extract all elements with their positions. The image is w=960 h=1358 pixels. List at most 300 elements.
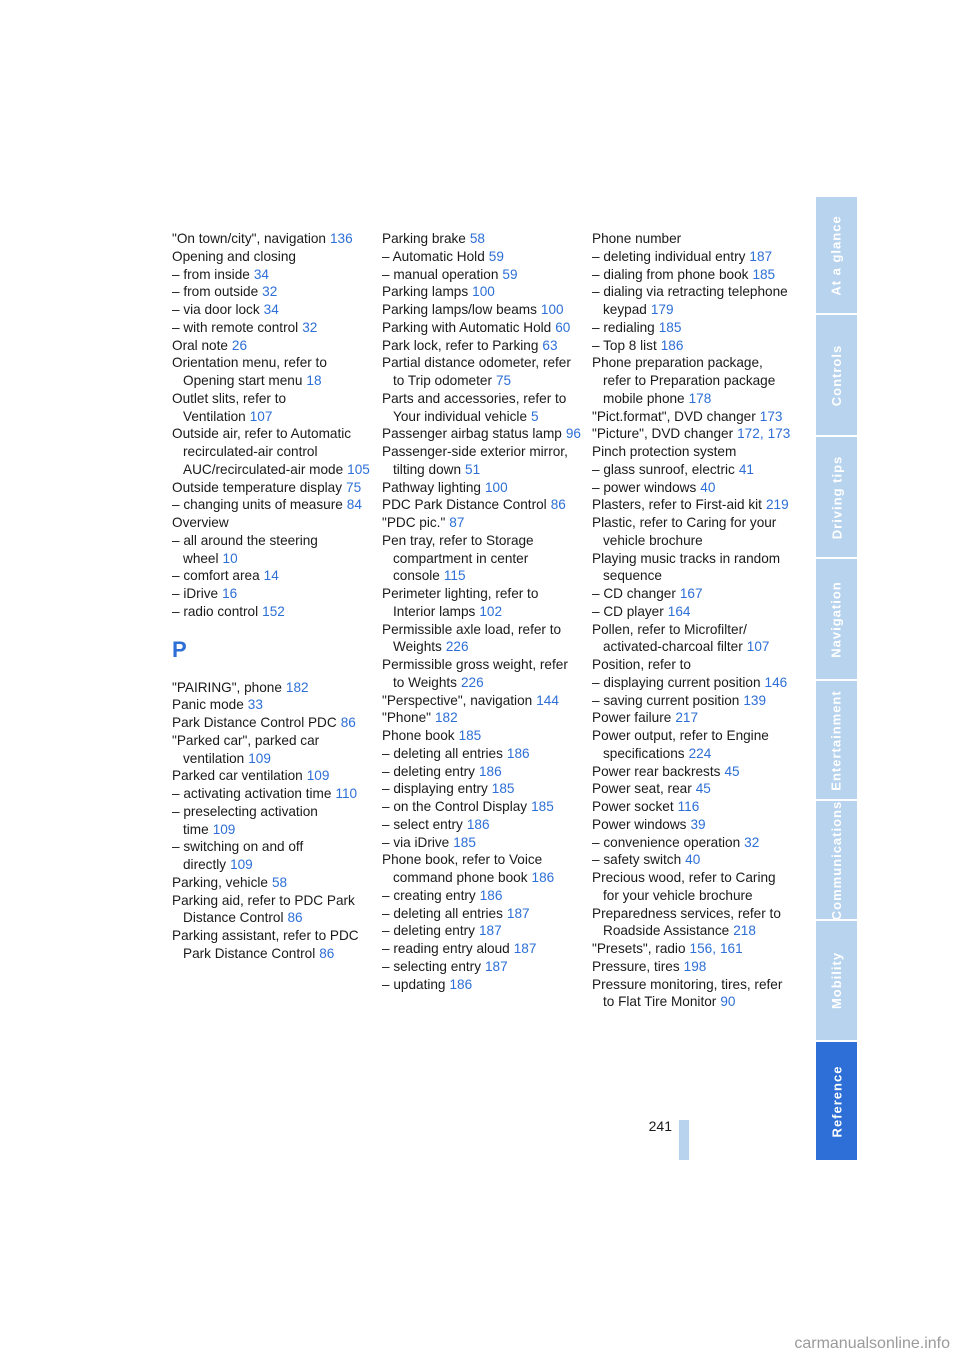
index-entry-text: – iDrive <box>172 586 219 601</box>
page-reference-link[interactable]: 164 <box>667 603 691 619</box>
page-reference-link[interactable]: 187 <box>506 905 530 921</box>
page-reference-link[interactable]: 186 <box>506 745 530 761</box>
page-reference-link[interactable]: 32 <box>302 319 318 335</box>
index-entry-text: Pressure, tires <box>592 958 680 974</box>
index-entry-text: Phone number <box>592 231 682 246</box>
index-entry-text: – creating entry <box>382 887 476 903</box>
section-tabs <box>816 197 857 1160</box>
page-reference-link[interactable]: 185 <box>752 266 776 282</box>
page-reference-link[interactable]: 187 <box>749 248 773 264</box>
section-tab-driving-tips[interactable] <box>816 437 857 557</box>
index-entry-text: – glass sunroof, electric <box>592 461 735 477</box>
index-entry <box>382 709 582 727</box>
page-reference-link[interactable]: 186 <box>660 337 684 353</box>
page-reference-link[interactable]: 185 <box>658 319 682 335</box>
index-entry <box>592 674 792 692</box>
index-entry <box>172 390 372 426</box>
index-entry-text: Phone book <box>382 728 455 743</box>
index-entry <box>592 319 792 337</box>
page-reference-link[interactable]: 51 <box>465 461 481 477</box>
index-entry <box>592 976 792 1012</box>
page-reference-link[interactable]: 59 <box>488 248 504 264</box>
index-entry-text: "On town/city", navigation <box>172 231 326 246</box>
index-entry-text: Perimeter lighting, refer to Interior lamps <box>382 586 539 619</box>
index-entry <box>172 532 372 568</box>
page-reference-link[interactable]: 16 <box>222 586 238 601</box>
index-entry-text: Pressure monitoring, tires, refer to Flat Tire Monitor <box>592 976 783 1010</box>
index-entry <box>382 283 582 301</box>
page-reference-link[interactable]: 198 <box>683 958 707 974</box>
page-reference-link[interactable]: 107 <box>249 408 273 424</box>
index-entry-text: Opening and closing <box>172 248 296 264</box>
index-entry <box>172 732 372 768</box>
page-reference-link[interactable]: 26 <box>231 337 248 353</box>
index-entry <box>172 230 372 248</box>
index-entry-text: Parking brake <box>382 231 466 246</box>
index-entry <box>172 248 372 266</box>
index-entry-text: – deleting individual entry <box>592 248 746 264</box>
index-entry-text: Plastic, refer to Caring for your vehicle brochure <box>592 515 777 548</box>
index-entry <box>172 354 372 390</box>
index-entry-text: Permissible axle load, refer to Weights <box>382 621 562 655</box>
index-entry <box>172 283 372 301</box>
index-entry-text: – safety switch <box>592 852 682 868</box>
index-entry <box>382 514 582 532</box>
index-entry <box>592 266 792 284</box>
page-reference-link[interactable]: 187 <box>478 923 502 939</box>
page-reference-link[interactable]: 86 <box>550 497 566 513</box>
index-entry <box>382 496 582 514</box>
index-entry <box>382 425 582 443</box>
index-entry-text: Orientation menu, refer to Opening start menu <box>172 355 327 388</box>
index-entry-text: – deleting all entries <box>382 745 503 761</box>
index-entry-text: – on the Control Display <box>382 799 528 814</box>
section-tab-reference[interactable] <box>816 1042 857 1160</box>
index-entry-text: "Phone" <box>382 710 431 726</box>
index-entry: "Picture", DVD changer 172, 173 <box>592 426 791 442</box>
page-reference-link[interactable]: 34 <box>263 302 279 317</box>
index-entry-text: Parking lamps/low beams <box>382 302 537 317</box>
page-reference-link[interactable]: 60 <box>555 319 571 335</box>
page-reference-link[interactable]: 41 <box>738 461 754 477</box>
index-entry <box>592 692 792 710</box>
index-entry-text: – Top 8 list <box>592 337 657 353</box>
index-entry <box>382 319 582 337</box>
page-reference-link[interactable]: 144 <box>536 692 559 708</box>
section-tab-at-a-glance[interactable] <box>816 197 857 313</box>
index-entry-text: – with remote control <box>172 319 299 335</box>
index-entry <box>382 301 582 319</box>
index-entry-text: – select entry <box>382 816 463 832</box>
index-entry <box>172 514 372 532</box>
index-entry-text: Playing music tracks in random sequence <box>592 550 781 584</box>
index-entry-text: Outside air, refer to Automatic recirculated-air control AUC/recirculated-air mode <box>172 426 352 477</box>
index-entry-text: Partial distance odometer, refer to Trip odometer <box>382 355 571 388</box>
index-entry <box>382 816 582 834</box>
index-entry <box>592 248 792 266</box>
section-tab-label: Mobility <box>829 951 845 1010</box>
index-entry <box>172 803 372 839</box>
page-reference-link[interactable]: 109 <box>248 750 271 766</box>
index-entry-text: Power windows <box>592 816 687 832</box>
index-entry-text: Power socket <box>592 799 674 814</box>
index-entry-text: – displaying current position <box>592 674 761 690</box>
index-entry-text: "PAIRING", phone <box>172 679 282 695</box>
page-reference-link[interactable]: 115 <box>443 568 466 584</box>
page-reference-link[interactable]: 185 <box>491 781 515 797</box>
page-reference-link[interactable]: 186 <box>449 976 473 992</box>
index-entry-text: Power failure <box>592 710 672 726</box>
index-entry <box>172 425 372 478</box>
index-entry-text: – from inside <box>172 266 250 282</box>
section-tab-controls[interactable] <box>816 315 857 435</box>
index-entry-text: – deleting all entries <box>382 905 503 921</box>
index-entry-text: – from outside <box>172 284 259 300</box>
index-entry-text: "Pict.format", DVD changer <box>592 408 756 424</box>
index-column-3 <box>592 230 792 1011</box>
index-entry-text: "Parked car", parked car ventilation <box>172 732 320 766</box>
index-entry-text: – deleting entry <box>382 763 475 779</box>
index-entry <box>592 408 792 426</box>
index-entry <box>172 927 372 963</box>
section-tab-mobility[interactable] <box>816 921 857 1040</box>
index-entry <box>382 763 582 781</box>
page-reference-link[interactable]: 156 <box>689 941 713 956</box>
index-entry <box>172 767 372 785</box>
index-entry-text: Overview <box>172 515 229 530</box>
index-entry <box>382 532 582 585</box>
index-entry-text: Parked car ventilation <box>172 768 303 784</box>
index-entry-text: Phone preparation package, refer to Preparation package mobile phone <box>592 355 776 406</box>
index-entry-text: Parking with Automatic Hold <box>382 319 552 335</box>
index-entry <box>382 479 582 497</box>
index-entry-text: – deleting entry <box>382 923 475 939</box>
index-entry-text: Power rear backrests <box>592 763 721 779</box>
page-reference-link[interactable]: 40 <box>700 479 716 495</box>
index-entry: "Presets", radio 156, 161 <box>592 941 743 956</box>
index-entry-text: – via door lock <box>172 302 260 317</box>
index-entry-text: – saving current position <box>592 692 740 708</box>
index-entry <box>592 780 792 798</box>
index-entry <box>382 780 582 798</box>
index-entry <box>382 266 582 284</box>
page-reference-link[interactable]: 58 <box>271 874 288 890</box>
index-entry <box>382 585 582 621</box>
page-reference-link[interactable]: 167 <box>679 586 703 601</box>
index-entry-text: – comfort area <box>172 568 260 584</box>
page-reference-link[interactable]: 139 <box>743 692 767 708</box>
page-reference-link[interactable]: 87 <box>449 515 465 530</box>
index-entry <box>592 621 792 657</box>
page-reference-link[interactable]: 219 <box>765 497 789 513</box>
index-entry <box>382 443 582 479</box>
section-tab-navigation[interactable] <box>816 559 857 679</box>
index-entry <box>382 922 582 940</box>
index-entry-text: Precious wood, refer to Caring for your vehicle brochure <box>592 870 776 903</box>
section-tab-label: Navigation <box>829 580 844 658</box>
index-entry-text: – Automatic Hold <box>382 248 485 264</box>
index-entry-text: – CD changer <box>592 586 676 601</box>
page-reference-link[interactable]: 86 <box>287 910 303 926</box>
page-reference-link[interactable]: 109 <box>306 768 330 784</box>
index-entry <box>172 892 372 928</box>
index-entry-text: Pollen, refer to Microfilter/ activated-charcoal filter <box>592 621 747 655</box>
page-reference-link[interactable]: 18 <box>306 373 322 388</box>
index-entry <box>592 354 792 407</box>
index-entry <box>592 514 792 550</box>
page-reference-link[interactable]: 146 <box>764 674 788 690</box>
page-reference-link[interactable]: 152 <box>262 603 285 619</box>
section-tab-label: At a glance <box>829 214 845 296</box>
index-entry <box>172 696 372 714</box>
index-entry-text: PDC Park Distance Control <box>382 497 547 513</box>
page-reference-link[interactable]: 102 <box>479 603 503 619</box>
index-entry <box>592 479 792 497</box>
index-entry-text: Outside temperature display <box>172 479 343 495</box>
index-column-1 <box>172 230 372 963</box>
index-entry <box>592 337 792 355</box>
index-entry-text: Parking assistant, refer to PDC Park Distance Control <box>172 928 359 961</box>
index-entry-text: Preparedness services, refer to Roadside Assistance <box>592 905 781 939</box>
index-entry-text: "Presets", radio <box>592 941 686 956</box>
index-entry-text: – redialing <box>592 319 655 335</box>
index-entry <box>382 230 582 248</box>
page-reference-link[interactable]: 185 <box>531 799 554 814</box>
index-entry-text: Pen tray, refer to Storage compartment in center console <box>382 532 534 584</box>
page-reference-link[interactable]: 136 <box>329 231 353 246</box>
index-entry <box>382 940 582 958</box>
index-entry <box>172 337 372 355</box>
index-entry-text: – switching on and off directly <box>172 839 304 872</box>
page-reference-link[interactable]: 100 <box>485 479 508 495</box>
page-reference-link[interactable]: 186 <box>531 870 555 885</box>
index-entry <box>172 679 372 697</box>
page-reference-link[interactable]: 90 <box>720 994 736 1010</box>
index-entry <box>172 714 372 732</box>
index-entry <box>592 763 792 781</box>
index-entry <box>592 656 792 674</box>
index-entry-text: – activating activation time <box>172 786 332 801</box>
index-entry <box>382 621 582 657</box>
page-reference-link[interactable]: 32 <box>744 834 760 850</box>
index-entry-text: – convenience operation <box>592 834 741 850</box>
index-entry <box>592 958 792 976</box>
section-tab-label: Entertainment <box>829 689 844 791</box>
page-reference-link[interactable]: 45 <box>724 763 740 779</box>
index-entry <box>172 301 372 319</box>
index-entry-text: Power seat, rear <box>592 781 692 797</box>
page-reference-link[interactable]: 186 <box>479 887 503 903</box>
index-entry <box>172 585 372 603</box>
index-entry <box>172 874 372 892</box>
index-entry-text: – radio control <box>172 603 259 619</box>
index-entry <box>592 816 792 834</box>
index-entry <box>592 603 792 621</box>
page-reference-link[interactable]: 224 <box>688 745 712 761</box>
index-entry <box>172 838 372 874</box>
index-entry-text: Pinch protection system <box>592 444 737 459</box>
index-entry <box>382 958 582 976</box>
index-entry-text: – updating <box>382 976 446 992</box>
page-reference-link[interactable]: 109 <box>212 821 236 837</box>
page-reference-link[interactable]: 218 <box>733 923 756 939</box>
index-entry-text: Phone book, refer to Voice command phone book <box>382 852 543 885</box>
index-entry <box>382 337 582 355</box>
index-entry-text: Parking aid, refer to PDC Park Distance Control <box>172 892 355 926</box>
index-entry-text: – via iDrive <box>382 834 450 850</box>
page-reference-link[interactable]: 33 <box>247 697 263 713</box>
index-entry <box>592 709 792 727</box>
index-entry-text: "PDC pic." <box>382 515 446 530</box>
index-entry <box>382 798 582 816</box>
index-entry-text: Parts and accessories, refer to Your individual vehicle <box>382 390 567 424</box>
index-entry <box>382 656 582 692</box>
index-entry-text: Park lock, refer to Parking <box>382 337 539 353</box>
page-reference-link[interactable]: 75 <box>495 373 512 388</box>
index-entry-text: – CD player <box>592 603 664 619</box>
page-reference-link[interactable]: 96 <box>565 426 581 442</box>
page-reference-link[interactable]: 187 <box>513 941 537 956</box>
index-entry <box>592 905 792 941</box>
index-entry-text: Power output, refer to Engine specifications <box>592 728 769 761</box>
page-reference-link[interactable]: 59 <box>502 266 518 282</box>
index-entry <box>592 461 792 479</box>
index-entry <box>592 496 792 514</box>
page-reference-link[interactable]: 179 <box>650 302 674 317</box>
section-tab-communications[interactable] <box>816 801 857 919</box>
page-reference-link[interactable]: 40 <box>685 852 701 868</box>
index-entry <box>382 354 582 390</box>
index-entry-text: Position, refer to <box>592 657 691 672</box>
index-entry <box>592 869 792 905</box>
index-entry-text: Oral note <box>172 337 228 353</box>
page-number-bar <box>679 1120 689 1160</box>
page-reference-link[interactable]: 107 <box>746 639 770 655</box>
index-entry-text: – changing units of measure <box>172 497 343 513</box>
index-entry-text: – power windows <box>592 479 697 495</box>
index-entry <box>592 283 792 319</box>
watermark: carmanualsonline.info <box>794 1335 950 1352</box>
index-entry-text: – manual operation <box>382 266 499 282</box>
page-reference-link[interactable]: 14 <box>263 568 279 584</box>
page-reference-link[interactable]: 173 <box>759 408 783 424</box>
index-entry <box>382 905 582 923</box>
section-tab-label: Reference <box>829 1065 844 1137</box>
index-entry <box>172 496 372 514</box>
page-reference-link[interactable]: 178 <box>688 390 712 406</box>
page-reference-link[interactable]: 100 <box>540 302 564 317</box>
page-reference-link[interactable]: 45 <box>695 781 711 797</box>
page-reference-link[interactable]: 172 <box>737 426 760 442</box>
page-reference-link[interactable]: 10 <box>222 550 238 566</box>
index-entry-text: Parking lamps <box>382 284 469 300</box>
section-tab-label: Controls <box>829 344 845 406</box>
page-reference-link[interactable]: 182 <box>285 679 309 695</box>
index-entry-text: – all around the steering wheel <box>172 532 318 566</box>
page-number: 241 <box>648 1118 672 1134</box>
page-reference-link[interactable]: 187 <box>485 958 508 974</box>
page-reference-link[interactable]: 32 <box>262 284 278 300</box>
page-reference-link[interactable]: 105 <box>347 461 370 477</box>
page-reference-link[interactable]: 86 <box>319 945 335 961</box>
index-entry-text: "Perspective", navigation <box>382 692 533 708</box>
index-entry-text: – dialing from phone book <box>592 266 749 282</box>
page-reference-link[interactable]: 39 <box>690 816 706 832</box>
index-entry-text: Passenger airbag status lamp <box>382 426 562 442</box>
index-entry <box>172 319 372 337</box>
index-entry-text: Outlet slits, refer to Ventilation <box>172 390 287 424</box>
index-entry <box>172 785 372 803</box>
page-reference-link[interactable]: 186 <box>466 816 490 832</box>
page-reference-link[interactable]: 226 <box>460 674 484 690</box>
index-entry <box>172 603 372 621</box>
index-entry-text: Parking, vehicle <box>172 874 268 890</box>
page-reference-link[interactable]: 109 <box>230 857 253 872</box>
page-reference-link[interactable]: 173 <box>767 426 791 442</box>
index-entry-text: Passenger-side exterior mirror, tilting down <box>382 444 568 477</box>
page-reference-link[interactable]: 182 <box>434 710 458 726</box>
index-entry <box>382 976 582 994</box>
index-entry <box>382 745 582 763</box>
index-entry-text: Plasters, refer to First-aid kit <box>592 497 762 513</box>
index-entry-text: Park Distance Control PDC <box>172 715 337 730</box>
letter-heading: P <box>172 636 187 662</box>
index-entry-text: – displaying entry <box>382 781 488 797</box>
index-entry-text: "Picture", DVD changer <box>592 426 734 442</box>
index-entry <box>382 887 582 905</box>
index-entry <box>382 692 582 710</box>
index-entry <box>592 798 792 816</box>
page-reference-link[interactable]: 185 <box>453 834 476 850</box>
index-entry <box>172 266 372 284</box>
page-reference-link[interactable]: 161 <box>720 941 743 956</box>
index-entry <box>382 248 582 266</box>
index-entry-text: Pathway lighting <box>382 479 481 495</box>
page-reference-link[interactable]: 63 <box>542 337 558 353</box>
section-tab-entertainment[interactable] <box>816 681 857 799</box>
index-entry <box>592 443 792 461</box>
index-entry <box>592 851 792 869</box>
index-entry <box>592 834 792 852</box>
page-reference-link[interactable]: 110 <box>335 786 358 801</box>
page-reference-link[interactable]: 58 <box>469 231 485 246</box>
index-entry-text: – selecting entry <box>382 958 481 974</box>
index-entry-text: – reading entry aloud <box>382 941 510 956</box>
index-entry <box>172 567 372 585</box>
page-reference-link[interactable]: 217 <box>675 710 699 726</box>
page-reference-link[interactable]: 185 <box>458 728 482 743</box>
index-entry <box>382 834 582 852</box>
page-reference-link[interactable]: 100 <box>472 284 495 300</box>
index-entry <box>592 230 792 248</box>
index-entry <box>382 851 582 887</box>
page-reference-link[interactable]: 186 <box>478 763 502 779</box>
index-entry-text: – preselecting activation time <box>172 803 318 837</box>
index-entry <box>382 390 582 426</box>
index-entry <box>172 479 372 497</box>
section-tab-label: Communications <box>829 800 844 920</box>
page-reference-link[interactable]: 75 <box>346 479 362 495</box>
page-reference-link[interactable]: 116 <box>677 799 700 814</box>
page-reference-link[interactable]: 34 <box>253 266 269 282</box>
index-entry-text: – dialing via retracting telephone keypad <box>592 284 788 317</box>
index-entry <box>592 727 792 763</box>
page-reference-link[interactable]: 5 <box>531 408 539 424</box>
index-entry <box>592 585 792 603</box>
page-reference-link[interactable]: 226 <box>445 639 469 655</box>
page-reference-link[interactable]: 86 <box>340 715 356 730</box>
page-reference-link[interactable]: 84 <box>346 497 362 513</box>
